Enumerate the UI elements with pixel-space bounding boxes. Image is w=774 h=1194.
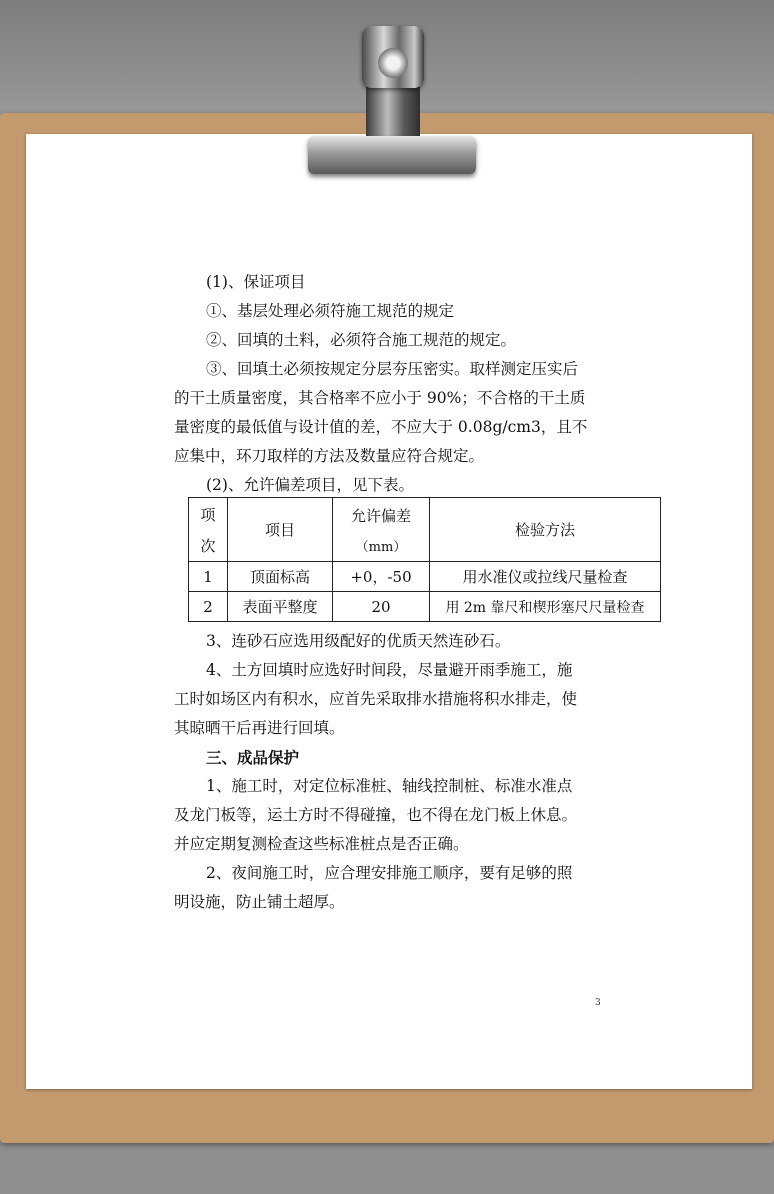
paragraph-item-3-line2: 的干土质量密度，其合格率不应小于 90%；不合格的干土质 — [174, 389, 586, 407]
header-no-line2: 次 — [200, 536, 216, 555]
paragraph-item-sandstone: 3、连砂石应选用级配好的优质天然连砂石。 — [206, 632, 511, 650]
paragraph-protection-1-line3: 并应定期复测检查这些标准桩点是否正确。 — [174, 835, 469, 853]
cell-item: 顶面标高 — [228, 562, 333, 592]
paragraph-protection-1-line1: 1、施工时，对定位标准桩、轴线控制桩、标准水准点 — [206, 777, 573, 795]
cell-item: 表面平整度 — [228, 592, 333, 622]
paragraph-tolerance-heading: (2)、允许偏差项目，见下表。 — [206, 476, 414, 494]
paragraph-item-3-line1: ③、回填土必须按规定分层夯压密实。取样测定压实后 — [206, 360, 579, 378]
paragraph-protection-2-line2: 明设施，防止铺土超厚。 — [174, 893, 345, 911]
cell-method: 用水准仪或拉线尺量检查 — [430, 562, 661, 592]
cell-tolerance: +0，-50 — [333, 562, 430, 592]
clip-neck — [366, 82, 420, 140]
paragraph-protection-1-line2: 及龙门板等，运土方时不得碰撞，也不得在龙门板上休息。 — [174, 806, 578, 824]
paragraph-item-3-line3: 量密度的最低值与设计值的差，不应大于 0.08g/cm3，且不 — [174, 418, 588, 436]
header-item: 项目 — [228, 498, 333, 562]
cell-tolerance: 20 — [333, 592, 430, 622]
paragraph-item-1: ①、基层处理必须符施工规范的规定 — [206, 302, 455, 320]
paragraph-item-backfill-line1: 4、土方回填时应选好时间段，尽量避开雨季施工，施 — [206, 661, 573, 679]
paragraph-item-backfill-line2: 工时如场区内有积水，应首先采取排水措施将积水排走，使 — [174, 690, 578, 708]
header-no-line1: 项 — [200, 505, 216, 524]
table-header-row — [189, 498, 661, 562]
cell-method: 用 2m 靠尺和楔形塞尺尺量检查 — [430, 592, 661, 622]
paragraph-guarantee-heading: (1)、保证项目 — [206, 273, 306, 291]
page-number: 3 — [595, 998, 601, 1008]
paragraph-item-3-line4: 应集中，环刀取样的方法及数量应符合规定。 — [174, 447, 485, 465]
cell-no: 2 — [189, 592, 228, 622]
table-row — [189, 562, 661, 592]
header-method: 检验方法 — [430, 498, 661, 562]
header-tolerance-line2: （mm） — [355, 539, 407, 555]
table-row — [189, 592, 661, 622]
header-no — [189, 498, 228, 562]
header-tolerance — [333, 498, 430, 562]
paragraph-item-backfill-line3: 其晾晒干后再进行回填。 — [174, 719, 345, 737]
tolerance-table — [188, 497, 661, 622]
clip-base — [308, 136, 476, 174]
cell-no: 1 — [189, 562, 228, 592]
paragraph-protection-2-line1: 2、夜间施工时，应合理安排施工顺序，要有足够的照 — [206, 864, 573, 882]
header-tolerance-line1: 允许偏差 — [350, 506, 411, 525]
section-heading-protection: 三、成品保护 — [206, 748, 300, 767]
paragraph-item-2: ②、回填的土料，必须符合施工规范的规定。 — [206, 331, 517, 349]
clip-hole — [378, 48, 408, 78]
